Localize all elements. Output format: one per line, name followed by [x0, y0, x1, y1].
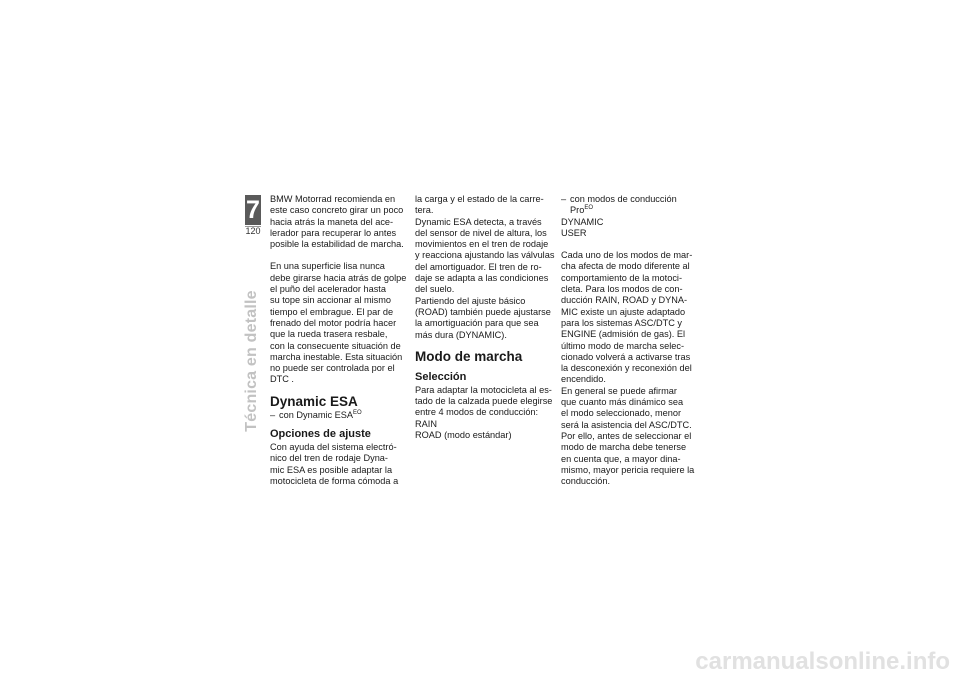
- paragraph-adaptar: Para adaptar la motocicleta al es- tado de la calzada puede elegirse entre 4 modos de conducción: RAIN ROAD (modo estándar): [415, 384, 553, 441]
- dash-icon: –: [561, 194, 567, 204]
- chapter-side-title: [241, 245, 263, 477]
- heading-dynamic-esa: Dynamic ESA: [270, 393, 358, 409]
- text-column-1: [270, 194, 410, 487]
- heading-seleccion: Selección: [415, 370, 467, 383]
- equipment-superscript: EO: [353, 409, 362, 416]
- text-column-2: [415, 194, 555, 441]
- chapter-tab: 7: [246, 196, 260, 224]
- heading-opciones-ajuste: Opciones de ajuste: [270, 428, 371, 441]
- equipment-superscript: EO: [584, 205, 593, 212]
- equipment-note-text: con modos de conducción: [570, 194, 677, 204]
- watermark: carmanualsonline.info: [695, 648, 950, 675]
- page-number: 120: [245, 226, 261, 236]
- equipment-note-sub: [570, 205, 701, 216]
- paragraph-cada-uno: Cada uno de los modos de mar- cha afecta de modo diferente al comportamiento de la motoci- cleta. Para los modos de con- ducción RAIN, ROAD y DYNA- MIC existe un ajuste adaptado para los sistemas ASC/DTC y ENGINE (admisión de gas). El último modo de marcha selec- cionado volverá a activarse tras la desconexión y reconexión del encendido. En general se puede afirmar que cuanto más dinámico sea el modo seleccionado, menor será la asistencia del ASC/DTC. Por ello, antes de seleccionar el modo de marcha debe tenerse en cuenta que, a mayor dina- mismo, mayor pericia requiere la conducción.: [561, 250, 695, 487]
- paragraph-con-ayuda: Con ayuda del sistema electró- nico del tren de rodaje Dyna- mic ESA es posible adaptar la motocicleta de forma cómoda a: [270, 442, 399, 486]
- chapter-title-text: Técnica en detalle: [243, 290, 260, 432]
- text-column-3: [561, 194, 701, 487]
- paragraph-carga: la carga y el estado de la carre- tera. Dynamic ESA detecta, a través del sensor de nivel de altura, los movimientos en el tren de rodaje y reacciona ajustando las válvulas del amortiguador. El tren de ro- daje se adapta a las condiciones del suelo. Partiendo del ajuste básico (ROAD) también puede ajustarse la amortiguación para que sea más dura (DYNAMIC).: [415, 194, 555, 340]
- equipment-note-modos: [561, 194, 701, 205]
- dash-icon: –: [270, 409, 276, 420]
- heading-modo-marcha: Modo de marcha: [415, 348, 523, 364]
- equipment-note-text: con Dynamic ESA: [279, 409, 354, 420]
- paragraph-recomienda: BMW Motorrad recomienda en este caso concreto girar un poco hacia atrás la maneta del ace- lerador para recuperar lo antes posible la estabilidad de marcha.: [270, 194, 404, 250]
- paragraph-superficie-lisa: En una superficie lisa nunca debe girarse hacia atrás de golpe el puño del acelerador hasta su tope sin accionar al mismo tiempo el embrague. El par de frenado del motor podría hacer que la rueda trasera resbale, con la consecuente situación de marcha inestable. Esta situación no puede ser controlada por el DTC .: [270, 261, 407, 385]
- equipment-note-dynamic-esa: [270, 410, 410, 421]
- equipment-note-pro: Pro: [570, 205, 585, 216]
- paragraph-modes-list: DYNAMIC USER: [561, 216, 604, 238]
